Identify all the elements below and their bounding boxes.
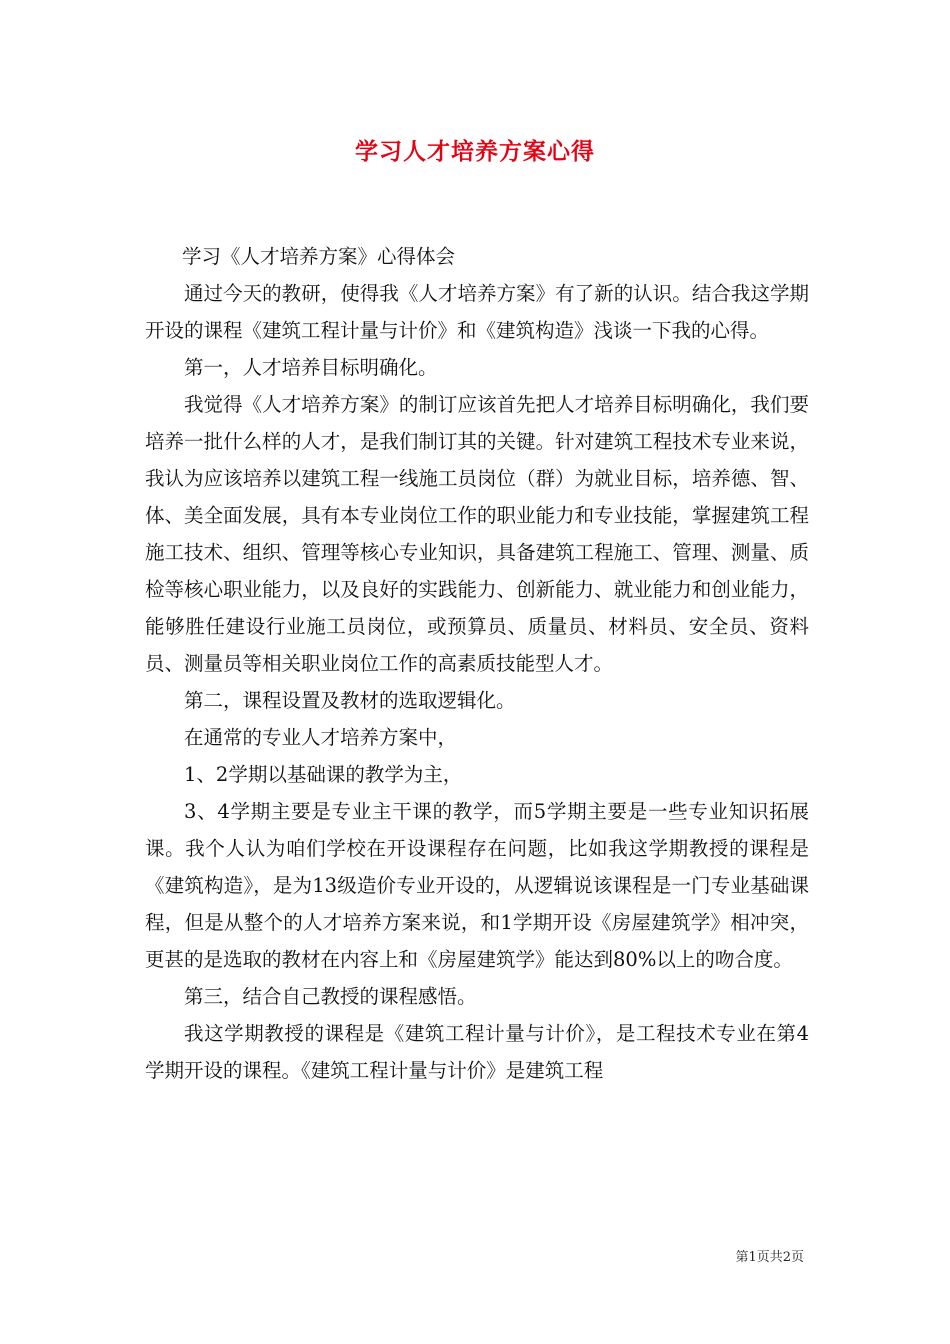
section-heading-1: 第一，人才培养目标明确化。 (184, 356, 438, 379)
intro-paragraph: 通过今天的教研，使得我《人才培养方案》有了新的认识。结合我这学期开设的课程《建筑工程计量与计价》和《建筑构造》浅谈一下我的心得。 (145, 282, 809, 342)
section-2-paragraph-2: 1、2学期以基础课的教学为主， (184, 763, 463, 786)
document-body (145, 238, 809, 1089)
document-title: 学习人才培养方案心得 (355, 138, 595, 165)
section-1-paragraph: 我觉得《人才培养方案》的制订应该首先把人才培养目标明确化，我们要培养一批什么样的人才，是我们制订其的关键。针对建筑工程技术专业来说，我认为应该培养以建筑工程一线施工员岗位（群）为就业目标，培养德、智、体、美全面发展，具有本专业岗位工作的职业能力和专业技能，掌握建筑工程施工技术、组织、管理等核心专业知识，具备建筑工程施工、管理、测量、质检等核心职业能力，以及良好的实践能力、创新能力、就业能力和创业能力，能够胜任建设行业施工员岗位，或预算员、质量员、材料员、安全员、资料员、测量员等相关职业岗位工作的高素质技能型人才。 (145, 393, 809, 675)
section-2-paragraph-1: 在通常的专业人才培养方案中， (184, 726, 458, 749)
section-2-paragraph-3: 3、4学期主要是专业主干课的教学，而5学期主要是一些专业知识拓展课。我个人认为咱们学校在开设课程存在问题，比如我这学期教授的课程是《建筑构造》，是为13级造价专业开设的，从逻辑说该课程是一门专业基础课程，但是从整个的人才培养方案来说，和1学期开设《房屋建筑学》相冲突，更甚的是选取的教材在内容上和《房屋建筑学》能达到80%以上的吻合度。 (145, 800, 809, 971)
section-heading-2: 第二，课程设置及教材的选取逻辑化。 (184, 689, 516, 712)
subtitle-paragraph: 学习《人才培养方案》心得体会 (182, 245, 456, 268)
page-number: 第1页共2页 (735, 1250, 804, 1265)
section-heading-3: 第三，结合自己教授的课程感悟。 (184, 985, 477, 1008)
section-3-paragraph: 我这学期教授的课程是《建筑工程计量与计价》，是工程技术专业在第4学期开设的课程。《建筑工程计量与计价》是建筑工程 (145, 1022, 809, 1082)
